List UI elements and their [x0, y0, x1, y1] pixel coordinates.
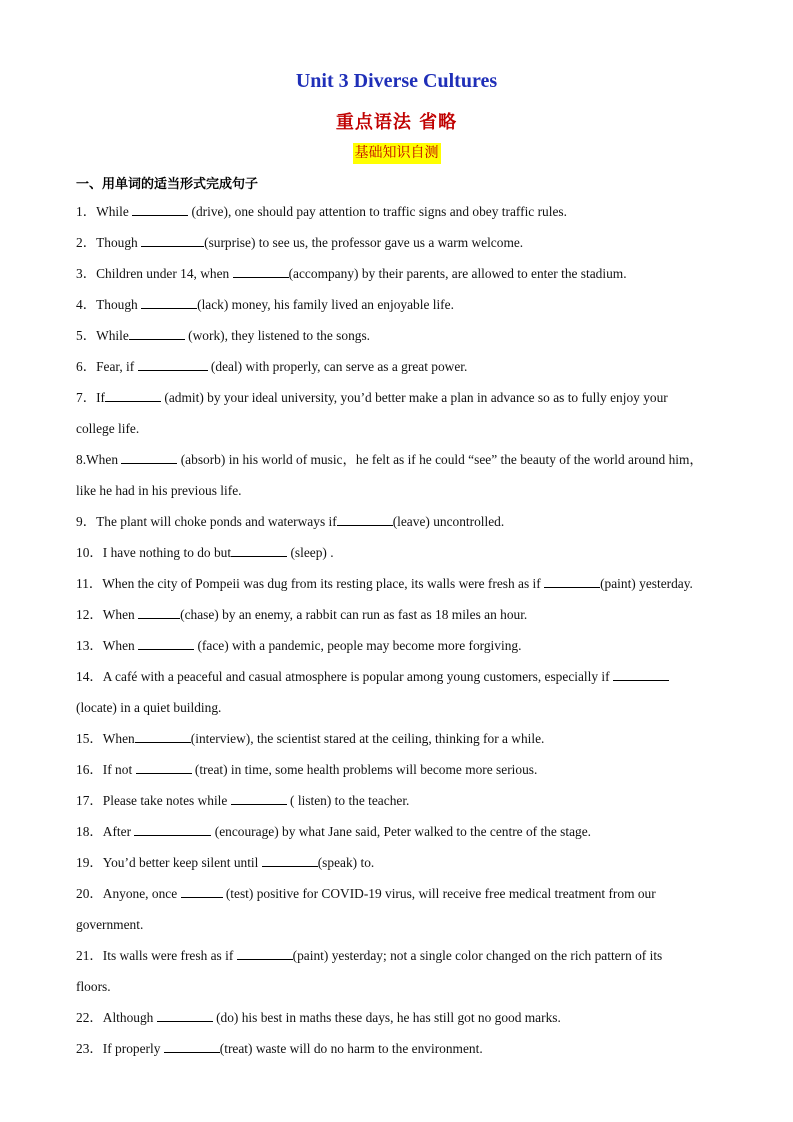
question-14-continuation: (locate) in a quiet building. — [76, 700, 222, 715]
question-number: 7． — [76, 390, 97, 405]
question-number: 9． — [76, 514, 97, 529]
question-text-before: While — [96, 204, 133, 219]
question-20-continuation: government. — [76, 917, 144, 932]
question-6 — [76, 351, 724, 382]
answer-blank[interactable] — [231, 545, 287, 557]
question-number: 6． — [76, 359, 97, 374]
answer-blank[interactable] — [613, 669, 669, 681]
answer-blank[interactable] — [164, 1041, 220, 1053]
page-subtitle: 重点语法 省略 — [335, 112, 458, 133]
question-text-before: When — [86, 452, 122, 467]
question-number: 12． — [76, 607, 103, 622]
page-title: Unit 3 Diverse Cultures — [295, 70, 498, 92]
question-23 — [76, 1033, 724, 1064]
badge-wrap — [0, 143, 793, 164]
answer-blank[interactable] — [138, 607, 180, 619]
question-text-before: While — [96, 328, 129, 343]
answer-blank[interactable] — [141, 235, 204, 247]
question-8 — [76, 444, 724, 475]
answer-blank[interactable] — [262, 855, 318, 867]
question-13 — [76, 630, 724, 661]
question-text-before: When — [102, 607, 139, 622]
question-number: 5． — [76, 328, 97, 343]
question-number: 8. — [76, 452, 87, 467]
question-8-continuation: like he had in his previous life. — [76, 483, 242, 498]
question-12 — [76, 599, 724, 630]
answer-blank[interactable] — [231, 793, 287, 805]
question-text-before: If — [96, 390, 106, 405]
question-number: 22． — [76, 1010, 103, 1025]
question-text-after: (test) positive for COVID-19 virus, will receive free medical treatment from our — [222, 886, 656, 901]
question-text-before: Though — [96, 235, 142, 250]
question-number: 2． — [76, 235, 97, 250]
question-text-after: (paint) yesterday; not a single color changed on the rich pattern of its — [292, 948, 663, 963]
question-16 — [76, 754, 724, 785]
question-4 — [76, 289, 724, 320]
answer-blank[interactable] — [105, 390, 161, 402]
answer-blank[interactable] — [337, 514, 393, 526]
question-text-before: Children under 14, when — [96, 266, 233, 281]
question-number: 1． — [76, 204, 97, 219]
question-number: 16． — [76, 762, 103, 777]
question-text-before: I have nothing to do but — [102, 545, 232, 560]
question-1 — [76, 196, 724, 227]
question-number: 18． — [76, 824, 103, 839]
question-text-after: (deal) with properly, can serve as a great power. — [207, 359, 468, 374]
question-text-before: Although — [102, 1010, 157, 1025]
question-text-after: (treat) waste will do no harm to the environment. — [219, 1041, 483, 1056]
question-text-after: (sleep) . — [287, 545, 334, 560]
question-text-after: (accompany) by their parents, are allowed to enter the stadium. — [288, 266, 627, 281]
question-14 — [76, 661, 724, 692]
question-number: 21． — [76, 948, 103, 963]
question-17 — [76, 785, 724, 816]
question-text-before: Please take notes while — [102, 793, 231, 808]
question-10 — [76, 537, 724, 568]
question-text-after: (admit) by your ideal university, you’d better make a plan in advance so as to fully enjoy your — [161, 390, 668, 405]
question-number: 20． — [76, 886, 103, 901]
question-text-after: (interview), the scientist stared at the ceiling, thinking for a while. — [190, 731, 545, 746]
question-text-before: Anyone, once — [102, 886, 181, 901]
answer-blank[interactable] — [233, 266, 289, 278]
answer-blank[interactable] — [237, 948, 293, 960]
question-text-after: (paint) yesterday. — [600, 576, 693, 591]
answer-blank[interactable] — [136, 762, 192, 774]
question-text-before: You’d better keep silent until — [102, 855, 262, 870]
question-19 — [76, 847, 724, 878]
question-text-before: Its walls were fresh as if — [102, 948, 237, 963]
question-number: 19． — [76, 855, 103, 870]
answer-blank[interactable] — [138, 638, 194, 650]
question-number: 17． — [76, 793, 103, 808]
answer-blank[interactable] — [138, 359, 208, 371]
section-heading: 一、用单词的适当形式完成句子 — [76, 177, 259, 192]
question-15 — [76, 723, 724, 754]
question-text-after: (drive), one should pay attention to traffic signs and obey traffic rules. — [188, 204, 567, 219]
question-7-continuation: college life. — [76, 421, 140, 436]
answer-blank[interactable] — [157, 1010, 213, 1022]
question-number: 23． — [76, 1041, 103, 1056]
question-text-after: ( listen) to the teacher. — [286, 793, 410, 808]
question-number: 10． — [76, 545, 103, 560]
question-20 — [76, 878, 724, 909]
question-text-after: (speak) to. — [317, 855, 375, 870]
answer-blank[interactable] — [181, 886, 223, 898]
section-badge: 基础知识自测 — [353, 143, 441, 164]
question-text-before: After — [102, 824, 135, 839]
question-number: 15． — [76, 731, 103, 746]
question-text-after: (chase) by an enemy, a rabbit can run as fast as 18 miles an hour. — [180, 607, 528, 622]
answer-blank[interactable] — [141, 297, 197, 309]
question-2 — [76, 227, 724, 258]
question-text-after: (do) his best in maths these days, he has still got no good marks. — [212, 1010, 561, 1025]
question-text-before: If not — [102, 762, 136, 777]
question-21 — [76, 940, 724, 971]
answer-blank[interactable] — [544, 576, 600, 588]
question-11 — [76, 568, 724, 599]
question-number: 3． — [76, 266, 97, 281]
question-21-continuation: floors. — [76, 979, 111, 994]
question-text-before: Though — [96, 297, 142, 312]
question-text-after: (face) with a pandemic, people may become more forgiving. — [194, 638, 522, 653]
question-text-after: (work), they listened to the songs. — [184, 328, 371, 343]
question-text-before: A café with a peaceful and casual atmosphere is popular among young customers, especially if — [102, 669, 613, 684]
question-text-before: Fear, if — [96, 359, 138, 374]
question-3 — [76, 258, 724, 289]
question-number: 4． — [76, 297, 97, 312]
question-text-after: (treat) in time, some health problems will become more serious. — [191, 762, 538, 777]
question-text-before: When — [102, 731, 135, 746]
question-text-after: (surprise) to see us, the professor gave us a warm welcome. — [204, 235, 524, 250]
question-text-before: When the city of Pompeii was dug from its resting place, its walls were fresh as if — [102, 576, 545, 591]
question-text-after: (encourage) by what Jane said, Peter walked to the centre of the stage. — [211, 824, 592, 839]
question-text-after: (leave) uncontrolled. — [392, 514, 505, 529]
answer-blank[interactable] — [129, 328, 185, 340]
question-18 — [76, 816, 724, 847]
question-9 — [76, 506, 724, 537]
question-text-before: When — [102, 638, 139, 653]
question-text-before: If properly — [102, 1041, 164, 1056]
answer-blank[interactable] — [135, 731, 191, 743]
answer-blank[interactable] — [134, 824, 211, 836]
question-number: 14． — [76, 669, 103, 684]
question-number: 13． — [76, 638, 103, 653]
question-text-after: (lack) money, his family lived an enjoyable life. — [197, 297, 454, 312]
question-number: 11． — [76, 576, 103, 591]
question-text-before: The plant will choke ponds and waterways if — [96, 514, 337, 529]
answer-blank[interactable] — [121, 452, 177, 464]
question-text-after: (absorb) in his world of music，he felt as if he could “see” the beauty of the world around him， — [177, 452, 703, 467]
question-7 — [76, 382, 724, 413]
question-5 — [76, 320, 724, 351]
answer-blank[interactable] — [132, 204, 188, 216]
question-22 — [76, 1002, 724, 1033]
